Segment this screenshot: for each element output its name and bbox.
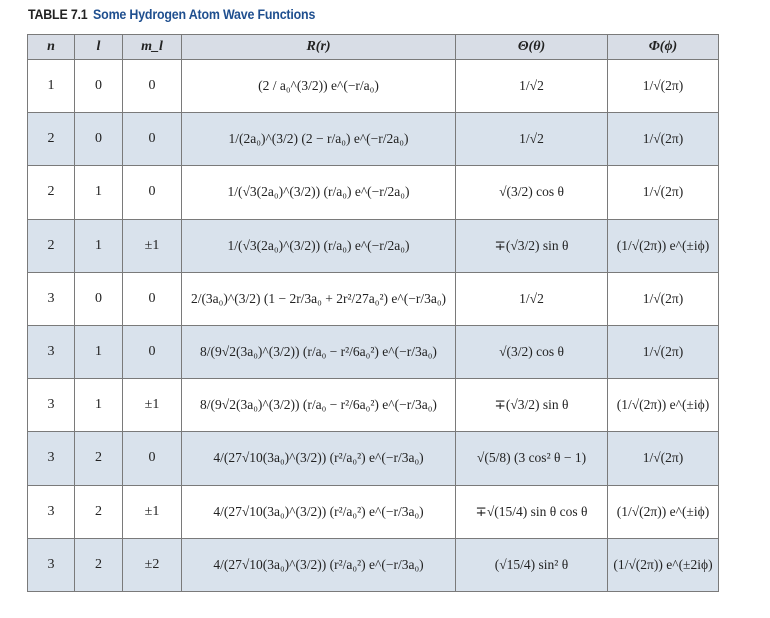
cell-n: 3: [28, 325, 75, 378]
cell-theta: (√15/4) sin² θ: [456, 538, 608, 591]
cell-radial: 1/(√3(2a₀)^(3/2)) (r/a₀) e^(−r/2a₀): [182, 166, 456, 219]
cell-n: 2: [28, 219, 75, 272]
table-row: [28, 166, 719, 219]
table-row: [28, 60, 719, 113]
table-row: [28, 538, 719, 591]
cell-radial: 1/(2a₀)^(3/2) (2 − r/a₀) e^(−r/2a₀): [182, 113, 456, 166]
header-n: n: [28, 35, 75, 60]
cell-l: 2: [75, 432, 123, 485]
cell-ml: 0: [123, 60, 182, 113]
cell-ml: 0: [123, 325, 182, 378]
cell-n: 3: [28, 432, 75, 485]
cell-theta: 1/√2: [456, 272, 608, 325]
table-row: [28, 379, 719, 432]
cell-theta: ∓(√3/2) sin θ: [456, 379, 608, 432]
cell-n: 1: [28, 60, 75, 113]
cell-ml: ±1: [123, 485, 182, 538]
cell-n: 3: [28, 379, 75, 432]
table-row: [28, 219, 719, 272]
cell-radial: 1/(√3(2a₀)^(3/2)) (r/a₀) e^(−r/2a₀): [182, 219, 456, 272]
cell-n: 2: [28, 113, 75, 166]
cell-ml: 0: [123, 272, 182, 325]
cell-l: 0: [75, 272, 123, 325]
cell-phi: 1/√(2π): [608, 432, 719, 485]
cell-ml: 0: [123, 166, 182, 219]
cell-phi: 1/√(2π): [608, 60, 719, 113]
cell-theta: ∓√(15/4) sin θ cos θ: [456, 485, 608, 538]
cell-theta: 1/√2: [456, 60, 608, 113]
cell-l: 0: [75, 113, 123, 166]
cell-n: 2: [28, 166, 75, 219]
cell-l: 0: [75, 60, 123, 113]
header-phi: Φ(ϕ): [608, 35, 719, 60]
cell-radial: 2/(3a₀)^(3/2) (1 − 2r/3a₀ + 2r²/27a₀²) e^(−r/3a₀): [182, 272, 456, 325]
cell-l: 1: [75, 379, 123, 432]
header-theta: Θ(θ): [456, 35, 608, 60]
cell-phi: (1/√(2π)) e^(±iϕ): [608, 219, 719, 272]
cell-radial: 4/(27√10(3a₀)^(3/2)) (r²/a₀²) e^(−r/3a₀): [182, 485, 456, 538]
cell-radial: 8/(9√2(3a₀)^(3/2)) (r/a₀ − r²/6a₀²) e^(−r/3a₀): [182, 379, 456, 432]
cell-ml: ±1: [123, 219, 182, 272]
table-row: [28, 325, 719, 378]
header-ml: m_l: [123, 35, 182, 60]
cell-radial: 4/(27√10(3a₀)^(3/2)) (r²/a₀²) e^(−r/3a₀): [182, 538, 456, 591]
header-radial: R(r): [182, 35, 456, 60]
cell-ml: 0: [123, 113, 182, 166]
cell-radial: 8/(9√2(3a₀)^(3/2)) (r/a₀ − r²/6a₀²) e^(−r/3a₀): [182, 325, 456, 378]
cell-phi: 1/√(2π): [608, 325, 719, 378]
table-row: [28, 485, 719, 538]
cell-theta: √(3/2) cos θ: [456, 325, 608, 378]
cell-ml: 0: [123, 432, 182, 485]
cell-theta: 1/√2: [456, 113, 608, 166]
cell-phi: 1/√(2π): [608, 272, 719, 325]
cell-radial: 4/(27√10(3a₀)^(3/2)) (r²/a₀²) e^(−r/3a₀): [182, 432, 456, 485]
table-row: [28, 432, 719, 485]
table-row: [28, 113, 719, 166]
cell-phi: 1/√(2π): [608, 166, 719, 219]
header-l: l: [75, 35, 123, 60]
cell-theta: √(5/8) (3 cos² θ − 1): [456, 432, 608, 485]
cell-ml: ±2: [123, 538, 182, 591]
table-caption: [28, 7, 315, 22]
cell-l: 2: [75, 538, 123, 591]
cell-theta: √(3/2) cos θ: [456, 166, 608, 219]
cell-phi: (1/√(2π)) e^(±iϕ): [608, 485, 719, 538]
cell-l: 1: [75, 325, 123, 378]
cell-l: 1: [75, 166, 123, 219]
cell-ml: ±1: [123, 379, 182, 432]
table-title: Some Hydrogen Atom Wave Functions: [93, 7, 316, 22]
cell-n: 3: [28, 538, 75, 591]
cell-radial: (2 / a₀^(3/2)) e^(−r/a₀): [182, 60, 456, 113]
cell-phi: (1/√(2π)) e^(±2iϕ): [608, 538, 719, 591]
cell-n: 3: [28, 272, 75, 325]
table-number: TABLE 7.1: [28, 7, 88, 22]
cell-phi: (1/√(2π)) e^(±iϕ): [608, 379, 719, 432]
cell-l: 1: [75, 219, 123, 272]
header-row: [28, 35, 719, 60]
cell-theta: ∓(√3/2) sin θ: [456, 219, 608, 272]
cell-phi: 1/√(2π): [608, 113, 719, 166]
table-row: [28, 272, 719, 325]
wave-function-table: [27, 34, 719, 592]
cell-l: 2: [75, 485, 123, 538]
cell-n: 3: [28, 485, 75, 538]
